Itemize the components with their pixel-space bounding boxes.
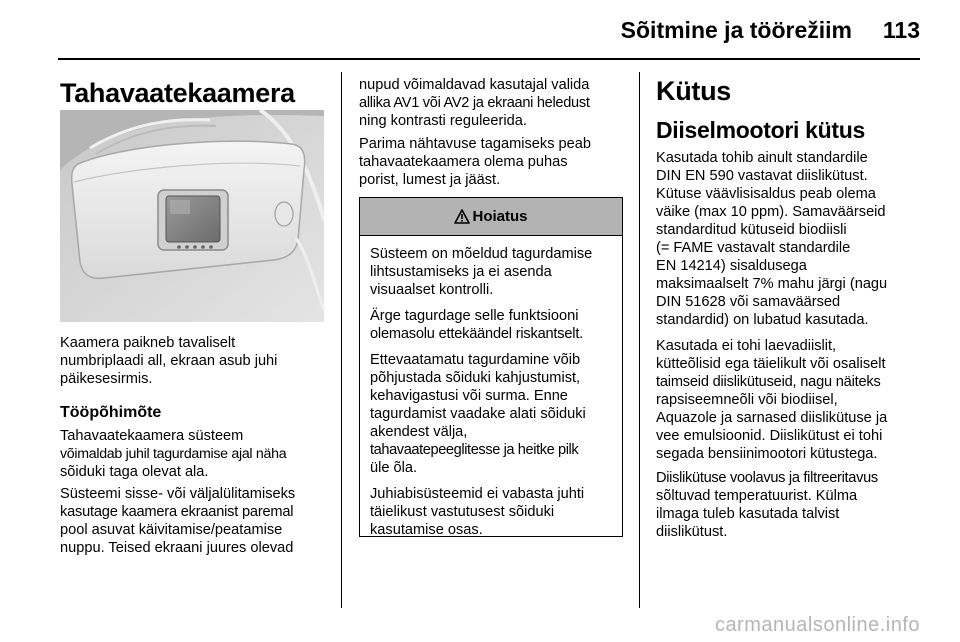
page-number: 113	[882, 17, 920, 43]
column-divider-1	[341, 72, 342, 608]
paragraph	[359, 76, 623, 130]
paragraph	[60, 427, 328, 481]
warning-paragraph	[370, 351, 614, 477]
text-line: vee emulsioonid. Diislikütust ei tohi	[656, 428, 883, 444]
text-line: Tahavaatekaamera süsteem	[60, 428, 244, 444]
warning-header	[360, 198, 622, 236]
text-line: EN 14214) sisaldusega	[656, 258, 807, 274]
text-line: Kaamera paikneb tavaliselt	[60, 335, 236, 351]
warning-paragraph	[370, 245, 614, 299]
paragraph	[656, 337, 924, 463]
text-line: olemasolu ettekäändel riskantselt.	[370, 326, 584, 342]
text-line: Ärge tagurdage selle funktsiooni	[370, 308, 579, 324]
text-line: kütteõlisid ega täielikult või osaliselt	[656, 356, 886, 372]
warning-paragraph	[370, 307, 614, 343]
text-line: Kasutada tohib ainult standardile	[656, 150, 868, 166]
subheading: Diiselmootori kütus	[656, 117, 865, 143]
text-line: Kütuse väävlisisaldus peab olema	[656, 186, 876, 202]
text-line: (= FAME vastavalt standardile	[656, 240, 851, 256]
text-line: standarditud kütuseid biodiisli	[656, 222, 847, 238]
text-line: kehavigastusi või surma. Enne	[370, 388, 568, 404]
text-line: porist, lumest ja jääst.	[359, 172, 501, 188]
text-line: päikesesirmis.	[60, 371, 153, 387]
text-line: taimseid diislikütuseid, nagu näiteks	[656, 374, 881, 390]
paragraph	[656, 149, 924, 329]
warning-box	[359, 197, 623, 537]
text-line: maksimaalselt 7% mahu järgi (nagu	[656, 276, 888, 292]
text-line: Aquazole ja sarnased diislikütuse ja	[656, 410, 888, 426]
text-line: Ettevaatamatu tagurdamine võib	[370, 352, 581, 368]
text-line: tahavaatepeeglitesse ja heitke pilk	[370, 442, 579, 458]
text-line: rapsiseemneõli või biodiisel,	[656, 392, 838, 408]
text-line: ilmaga tuleb kasutada talvist	[656, 506, 840, 522]
column-divider-2	[639, 72, 640, 608]
text-line: kasutage kaamera ekraanist paremal	[60, 504, 294, 520]
text-line: võimaldab juhil tagurdamise ajal näha	[60, 446, 287, 462]
text-line: kasutamise osas.	[370, 522, 483, 538]
camera-display-icon	[60, 110, 324, 322]
warning-body	[360, 236, 622, 539]
paragraph	[359, 135, 623, 189]
warning-paragraph	[370, 485, 614, 539]
text-line: täielikust vastutusest sõiduki	[370, 504, 555, 520]
camera-display-figure	[60, 110, 324, 322]
text-line: tagurdamist vaadake alati sõiduki	[370, 406, 586, 422]
warning-title: Hoiatus	[472, 208, 528, 225]
text-line: üle õla.	[370, 460, 418, 476]
text-line: Parima nähtavuse tagamiseks peab	[359, 136, 592, 152]
text-line: nuppu. Teised ekraani juures olevad	[60, 540, 294, 556]
paragraph	[656, 469, 924, 541]
text-line: allika AV1 või AV2 ja ekraani heledust	[359, 95, 590, 111]
page-header	[0, 0, 960, 60]
text-line: diislikütust.	[656, 524, 728, 540]
intro-paragraph	[60, 334, 328, 388]
text-line: sõiduki taga olevat ala.	[60, 464, 209, 480]
paragraph	[60, 485, 328, 557]
text-line: Kasutada ei tohi laevadiislit,	[656, 338, 837, 354]
warning-triangle-icon	[454, 209, 470, 224]
section-heading: Kütus	[656, 76, 731, 106]
header-divider	[58, 58, 920, 60]
text-line: sõltuvad temperatuurist. Külma	[656, 488, 858, 504]
text-line: Süsteem on mõeldud tagurdamise	[370, 246, 593, 262]
text-line: väike (max 10 ppm). Samaväärseid	[656, 204, 886, 220]
text-line: numbriplaadi all, ekraan asub juhi	[60, 353, 278, 369]
text-line: akendest välja,	[370, 424, 468, 440]
watermark: carmanualsonline.info	[714, 614, 920, 636]
text-line: ning kontrasti reguleerida.	[359, 113, 527, 129]
text-line: DIN EN 590 vastavat diislikütust.	[656, 168, 868, 184]
text-line: DIN 51628 või samaväärsed	[656, 294, 841, 310]
section-heading: Tahavaatekaamera	[60, 78, 295, 108]
text-line: tahavaatekaamera olema puhas	[359, 154, 568, 170]
text-line: lihtsustamiseks ja ei asenda	[370, 264, 552, 280]
section-title: Sõitmine ja töörežiim	[620, 17, 852, 43]
text-line: segada bensiinimootori kütustega.	[656, 446, 878, 462]
text-line: Juhiabisüsteemid ei vabasta juhti	[370, 486, 585, 502]
text-line: Diislikütuse voolavus ja filtreeritavus	[656, 470, 878, 486]
subheading: Tööpõhimõte	[60, 404, 162, 421]
text-line: põhjustada sõiduki kahjustumist,	[370, 370, 581, 386]
text-line: visuaalset kontrolli.	[370, 282, 494, 298]
text-line: pool asuvat käivitamise/peatamise	[60, 522, 283, 538]
text-line: standardid) on lubatud kasutada.	[656, 312, 869, 328]
text-line: Süsteemi sisse- või väljalülitamiseks	[60, 486, 296, 502]
text-line: nupud võimaldavad kasutajal valida	[359, 77, 590, 93]
